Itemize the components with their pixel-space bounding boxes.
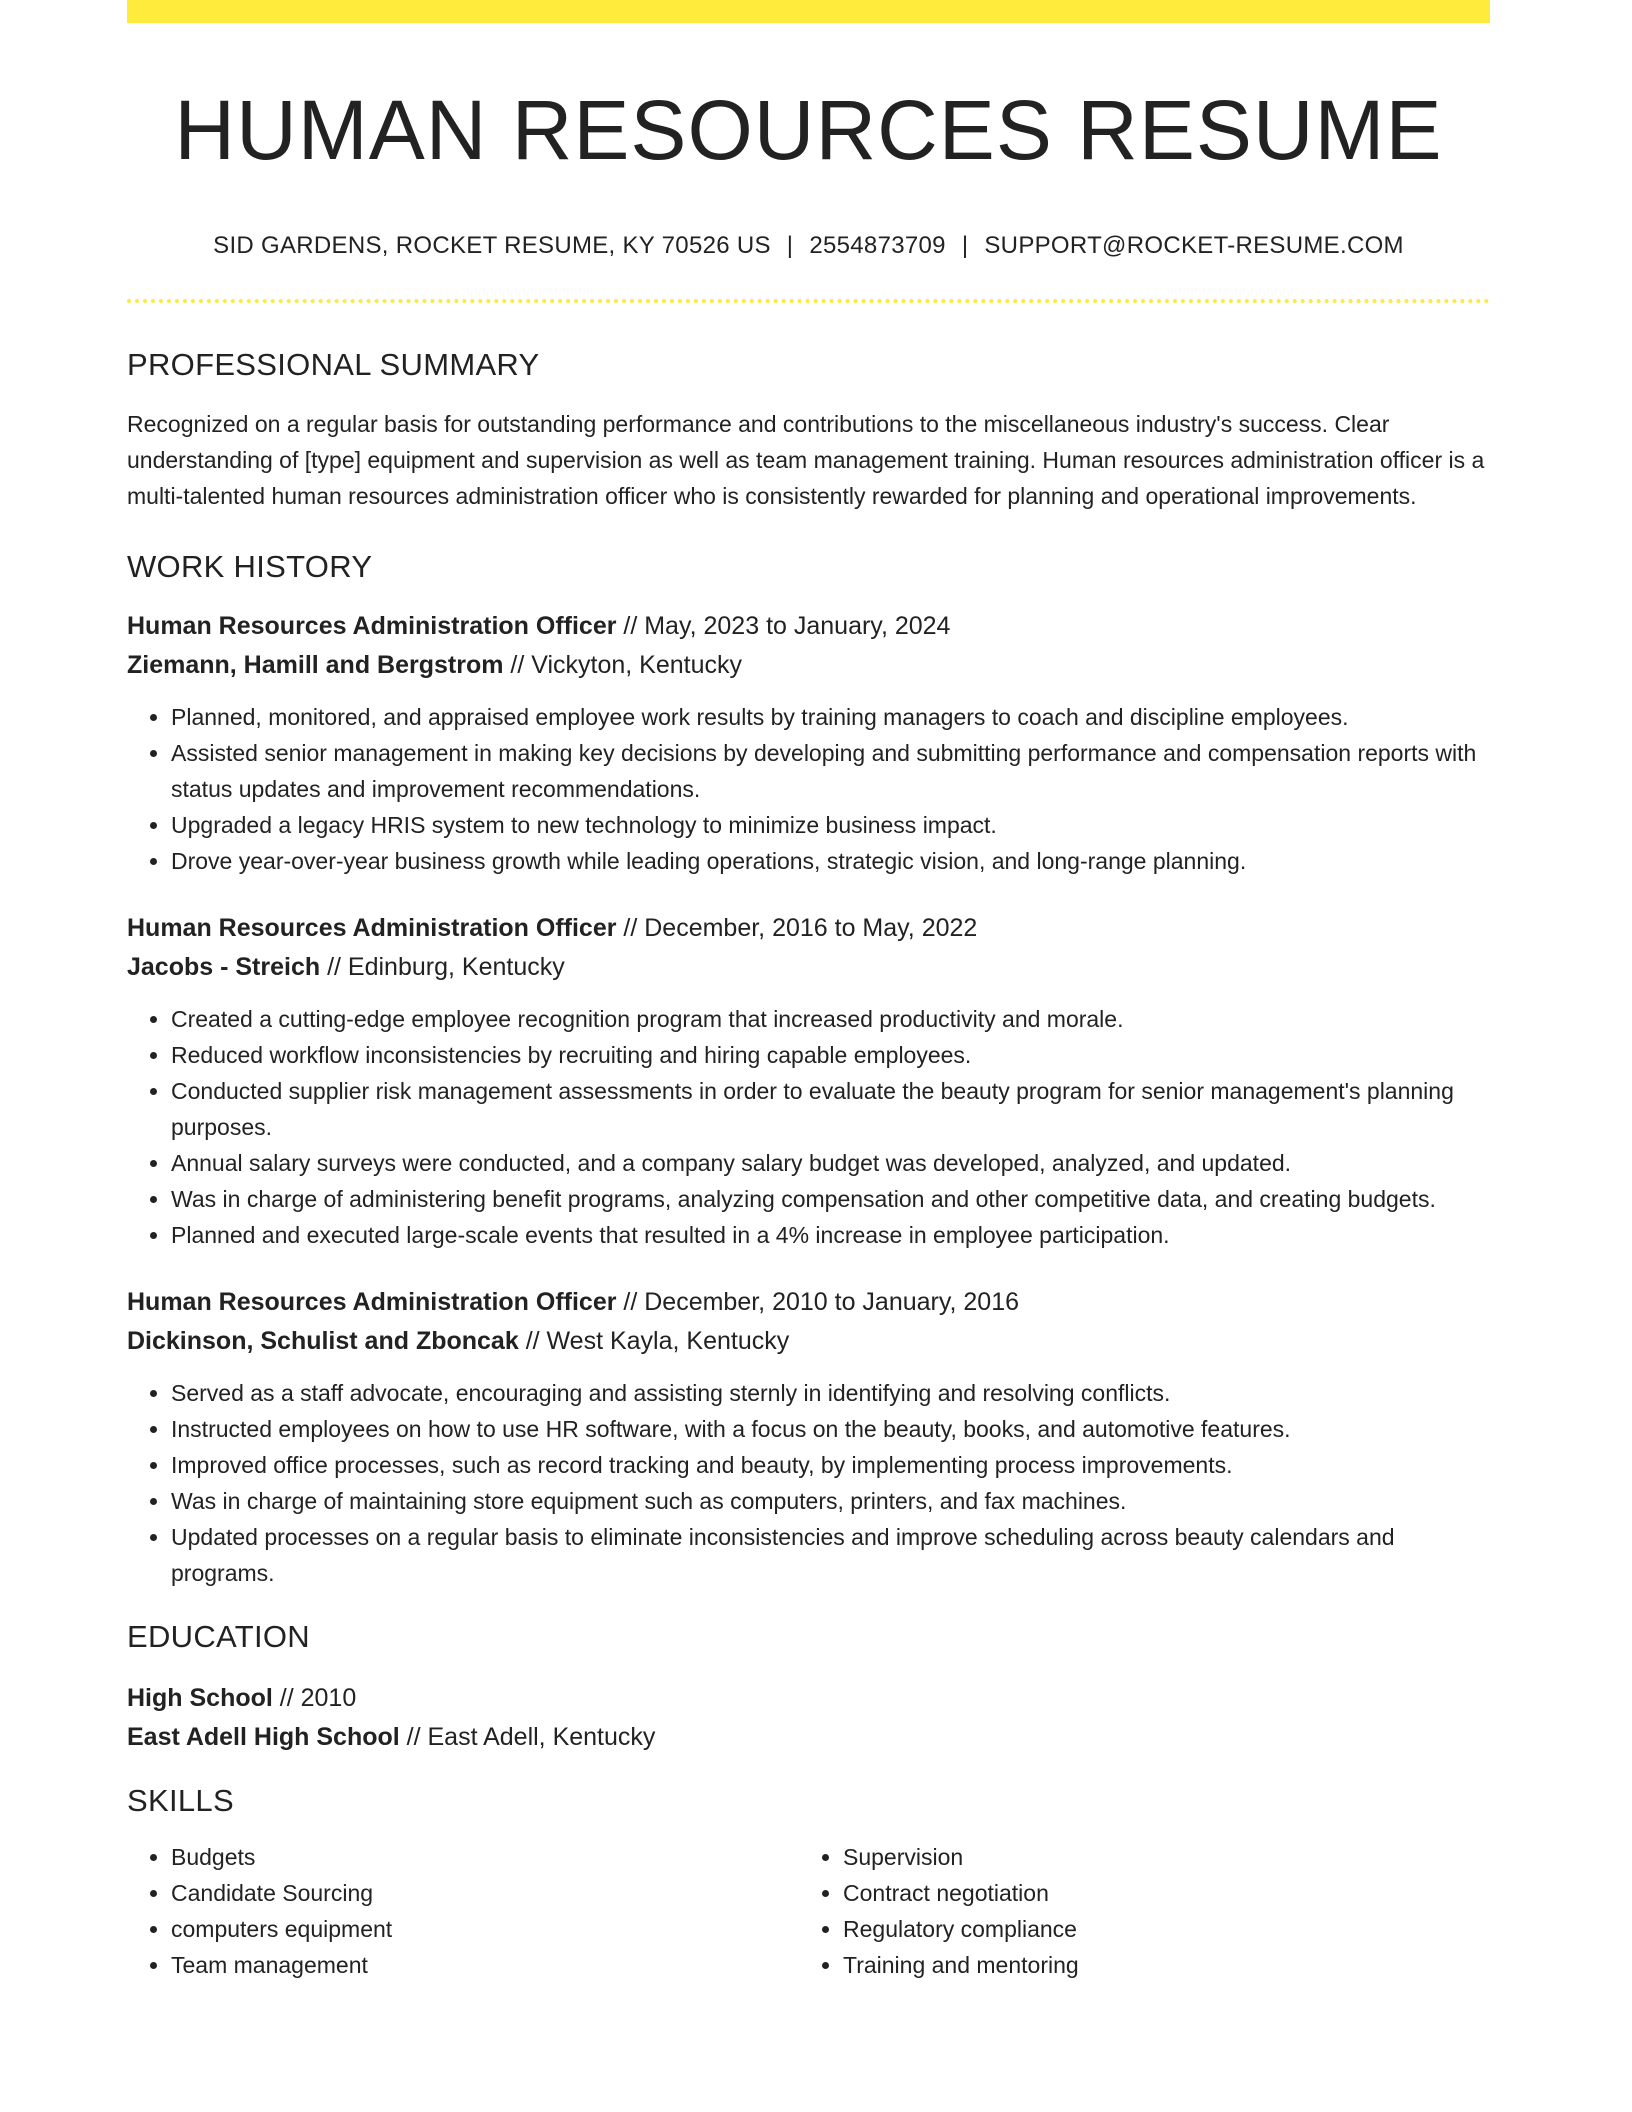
job-company-line	[127, 646, 1490, 685]
education-entry	[127, 1679, 1490, 1757]
job-bullet: • Assisted senior management in making key decisions by developing and submitting performance and compensation reports with status updates and improvement recommendations.	[171, 735, 1490, 807]
job-bullet: • Served as a staff advocate, encouraging and assisting sternly in identifying and resolving conflicts.	[171, 1375, 1490, 1411]
top-accent-bar	[127, 0, 1490, 23]
job-dates: // December, 2016 to May, 2022	[616, 914, 978, 942]
skill-item: • Regulatory compliance	[843, 1911, 1471, 1947]
education-school-line	[127, 1718, 1490, 1757]
job-company: Dickinson, Schulist and Zboncak	[127, 1327, 519, 1355]
job-company: Ziemann, Hamill and Bergstrom	[127, 651, 504, 679]
job-bullet: • Instructed employees on how to use HR software, with a focus on the beauty, books, and automotive features.	[171, 1411, 1490, 1447]
contact-address: SID GARDENS, ROCKET RESUME, KY 70526 US	[213, 232, 771, 259]
job-entry	[127, 1283, 1490, 1591]
job-bullet: • Was in charge of maintaining store equipment such as computers, printers, and fax machines.	[171, 1483, 1490, 1519]
summary-heading: PROFESSIONAL SUMMARY	[127, 347, 540, 382]
job-role: Human Resources Administration Officer	[127, 1288, 617, 1316]
education-degree: High School	[127, 1684, 273, 1712]
job-bullet: • Created a cutting-edge employee recognition program that increased productivity and morale.	[171, 1001, 1490, 1037]
job-company: Jacobs - Streich	[127, 953, 321, 981]
skill-item: • Budgets	[171, 1839, 799, 1875]
job-bullet: • Updated processes on a regular basis to eliminate inconsistencies and improve scheduling across beauty calendars and programs.	[171, 1519, 1490, 1591]
skill-item: • Candidate Sourcing	[171, 1875, 799, 1911]
job-bullets	[127, 1375, 1490, 1591]
resume-content	[127, 23, 1490, 1983]
job-location: // Edinburg, Kentucky	[320, 953, 565, 981]
summary-text: Recognized on a regular basis for outstanding performance and contributions to the miscellaneous industry's success. Clear understanding of [type] equipment and supervision as well as team management training. Human resources administration officer is a multi-talented human resources administration officer who is consistently rewarded for planning and operational improvements.	[127, 411, 1485, 509]
job-location: // West Kayla, Kentucky	[518, 1327, 790, 1355]
job-bullet: • Drove year-over-year business growth while leading operations, strategic vision, and long-range planning.	[171, 843, 1490, 879]
skill-item: • Training and mentoring	[843, 1947, 1471, 1983]
job-role: Human Resources Administration Officer	[127, 914, 617, 942]
job-entry	[127, 607, 1490, 879]
job-bullet: • Planned and executed large-scale events that resulted in a 4% increase in employee participation.	[171, 1217, 1490, 1253]
job-dates: // December, 2010 to January, 2016	[616, 1288, 1020, 1316]
job-bullets	[127, 699, 1490, 879]
job-bullet: • Improved office processes, such as record tracking and beauty, by implementing process improvements.	[171, 1447, 1490, 1483]
dotted-divider	[127, 299, 1490, 303]
education-location: // East Adell, Kentucky	[399, 1723, 656, 1751]
job-bullet: • Upgraded a legacy HRIS system to new technology to minimize business impact.	[171, 807, 1490, 843]
job-bullets	[127, 1001, 1490, 1253]
contact-separator: |	[961, 232, 969, 259]
job-company-line	[127, 1322, 1490, 1361]
contact-line	[127, 230, 1490, 262]
job-dates: // May, 2023 to January, 2024	[616, 612, 951, 640]
job-company-line	[127, 948, 1490, 987]
job-bullet: • Reduced workflow inconsistencies by recruiting and hiring capable employees.	[171, 1037, 1490, 1073]
education-year: // 2010	[272, 1684, 357, 1712]
skill-item: • Supervision	[843, 1839, 1471, 1875]
contact-phone: 2554873709	[809, 232, 946, 259]
job-entry	[127, 909, 1490, 1253]
job-role: Human Resources Administration Officer	[127, 612, 617, 640]
skills-column-right	[799, 1839, 1471, 1983]
job-bullet: • Conducted supplier risk management assessments in order to evaluate the beauty program for senior management's planning purposes.	[171, 1073, 1490, 1145]
work-history-heading: WORK HISTORY	[127, 549, 373, 584]
job-role-line	[127, 909, 1490, 948]
skills-heading: SKILLS	[127, 1783, 234, 1818]
contact-separator: |	[786, 232, 794, 259]
contact-email: SUPPORT@ROCKET-RESUME.COM	[984, 232, 1404, 259]
job-bullet: • Planned, monitored, and appraised employee work results by training managers to coach and discipline employees.	[171, 699, 1490, 735]
skill-item: • computers equipment	[171, 1911, 799, 1947]
skills-list	[127, 1839, 1490, 1983]
skill-item: • Team management	[171, 1947, 799, 1983]
job-role-line	[127, 607, 1490, 646]
job-bullet: • Was in charge of administering benefit programs, analyzing compensation and other competitive data, and creating budgets.	[171, 1181, 1490, 1217]
education-school: East Adell High School	[127, 1723, 400, 1751]
job-role-line	[127, 1283, 1490, 1322]
skill-item: • Contract negotiation	[843, 1875, 1471, 1911]
education-degree-line	[127, 1679, 1490, 1718]
education-heading: EDUCATION	[127, 1619, 310, 1654]
skills-column-left	[127, 1839, 799, 1983]
job-location: // Vickyton, Kentucky	[503, 651, 743, 679]
resume-title: HUMAN RESOURCES RESUME	[174, 83, 1443, 177]
job-bullet: • Annual salary surveys were conducted, and a company salary budget was developed, analyzed, and updated.	[171, 1145, 1490, 1181]
